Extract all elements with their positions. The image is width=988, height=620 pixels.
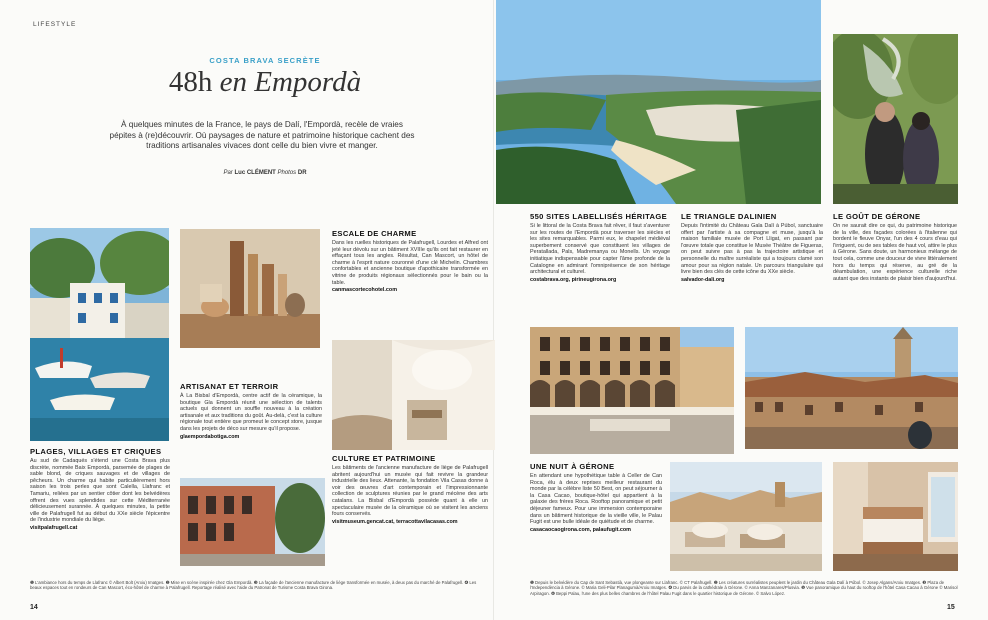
plages-url: visitpalafrugell.cat bbox=[30, 524, 78, 531]
plages-text: Au sud de Cadaqués s'étend une Costa Brava plus discrète, nommée Baix Empordà, parsemée de plages de sable blond, de criques sauvages et de villages de pêcheurs. Un charme qui habite particulièrement hors saison les trois perles que sont Calella, Llafranc et Tamariu, reliées par un sentier côtier dont les belvédères offrent des vues splendides sur cette Méditerranée délicieusement surannée. À quelques minutes, la petite ville de Palafrugell fut au début du XXe siècle l'épicentre de l'industrie mondiale du liège. bbox=[30, 458, 170, 524]
nuit-url: casacaocaogirona.com, palaufugit.com bbox=[530, 526, 631, 533]
photo-placa-independencia bbox=[530, 327, 734, 454]
gout-heading: LE GOÛT DE GÉRONE bbox=[833, 212, 921, 221]
triangle-heading: LE TRIANGLE DALINIEN bbox=[681, 212, 777, 221]
triangle-text: Depuis l'intimité du Château Gala Dalí à Púbol, sanctuaire offert par l'artiste à sa compagne et muse, jusqu'à la maison familiale musée de Port Lligat, en passant par l'œuvre totale que constitue le Musée Théâtre de Figueras, on peut suivre pas à pas la trajectoire artistique et personnelle du maître surréaliste qui a toujours clamé son amour pour sa région natale. Un parcours triangulaire qui livre bien des clés de cette icône du XXe siècle. bbox=[681, 223, 823, 276]
captions-right: ❶ Depuis le belvédère du Cap de Sant Sebastià, vue plongeante sur Llafranc. © CT Palafrugell. ❷ Les créatures surréalistes peuplent le jardin du Château Gala Dalí à Púbol. © Josep Algans/Arxiu Imatges. ❸ Plaza de l'Independència à Gérone. © Maria Geli-Pilar Planagumà/Arxiu Imatges. ❹ Du parvis de la cathédrale à Gérone. © Anna Manzanares/Plusvia. ❺ Vue panoramique du haut du rooftop de l'hôtel Casa Cacao à Gérone © Marisol Arpiragon. ❻ Beppi Palau, l'une des plus belles chambres de l'hôtel Palau Fugit dans le quartier historique de Gérone. © Salvo López. bbox=[530, 580, 958, 596]
page-number-left: 14 bbox=[30, 604, 38, 611]
section-escale bbox=[332, 229, 488, 293]
byline-author: Luc CLÉMENT bbox=[234, 170, 276, 176]
byline-photos: Photos bbox=[277, 170, 297, 176]
section-artisanat bbox=[180, 382, 322, 440]
photo-casa-cacao-rooftop bbox=[670, 462, 822, 571]
captions-left: ❶ L'ambiance hors du temps de Llafranc © Albert Bolt (Arxiu) Imatges. ❷ Mise en scène inspirée chez Gla Empordà. ❸ La façade de l'ancienne manufacture de liège transformée en musée, à deux pas du marché de Palafrugell. ❹ Les beaux espaces tout en rondeurs de Can Mascort, éco-hôtel de charme à Palafrugell. Reportage réalisé avec l'aide du Patronat de Turisme Costa Brava Girona. bbox=[30, 580, 477, 591]
section-gout bbox=[833, 212, 957, 282]
culture-url: visitmuseum.gencat.cat, terracottavilacasas.com bbox=[332, 518, 458, 525]
photo-palau-fugit-room bbox=[833, 462, 958, 571]
byline bbox=[120, 170, 410, 176]
artisanat-text: À La Bisbal d'Empordà, centre actif de la céramique, la boutique Gla Empordà réunit une sélection de talents actuels qui donnent un souffle nouveau à la création artisanale et aux traditions du goût. Au-delà, c'est la culture régionale tout entière que promeut le concept store, jusque dans les projets de déco sur mesure qu'il propose. bbox=[180, 393, 322, 432]
triangle-url: salvador-dali.org bbox=[681, 276, 725, 283]
nuit-heading: UNE NUIT À GÉRONE bbox=[530, 462, 615, 471]
sites-url: costabrava.org, pirineugirona.org bbox=[530, 276, 617, 283]
title-number: 48h bbox=[168, 66, 213, 98]
sites-heading: 550 SITES LABELLISÉS HÉRITAGE bbox=[530, 212, 668, 221]
artisanat-heading: ARTISANAT ET TERROIR bbox=[180, 382, 279, 391]
section-triangle bbox=[681, 212, 823, 283]
escale-heading: ESCALE DE CHARME bbox=[332, 229, 417, 238]
escale-text: Dans les ruelles historiques de Palafrugell, Lourdes et Alfred ont jeté leur dévolu sur un bâtiment XVIIIe qu'ils ont fait restaurer en effaçant tous les angles. Résultat, Can Mascort, un hôtel de charme à l'esprit nature couronné d'une clé Michelin. Chambres confortables et ancienne boutique d'apothicaire transformée en vitrine de produits régionaux sélectionnés pour le bain ou la table. bbox=[332, 240, 488, 286]
culture-heading: CULTURE ET PATRIMOINE bbox=[332, 454, 436, 463]
photo-girona-cathedral bbox=[745, 327, 958, 449]
nuit-text: En attendant une hypothétique table à Celler de Can Roca, élu à deux reprises meilleur restaurant du monde par la célèbre liste 50 Best, on peut séjourner à la Casa Cacao, boutique-hôtel qui appartient à la galaxie des frères Roca. Rooftop panoramique et petit déjeuner fameux. Pour une immersion contemporaine dans un bâtiment historique de la vieille ville, le Palau Fugit est une bulle idéale de quiétude et de charme. bbox=[530, 473, 662, 526]
lead-paragraph: À quelques minutes de la France, le pays de Dalí, l'Empordà, recèle de vraies pépites à (re)découvrir. Où paysages de nature et patrimoine historique cachent des traditions artisanales vivaces dont celle du bien vivre et manger. bbox=[109, 120, 415, 151]
kicker: COSTA BRAVA SECRÈTE bbox=[209, 56, 321, 65]
photo-llafranc-harbour bbox=[30, 228, 169, 441]
photo-can-mascort-interior bbox=[332, 340, 495, 450]
photo-gla-emporda-ceramics bbox=[180, 229, 320, 348]
escale-url: canmascortecohotel.com bbox=[332, 287, 398, 294]
byline-par: Par bbox=[223, 170, 233, 176]
section-plages bbox=[30, 447, 170, 531]
section-sites bbox=[530, 212, 670, 283]
page-number-right: 15 bbox=[947, 604, 955, 611]
section-label: LIFESTYLE bbox=[33, 21, 77, 28]
section-culture bbox=[332, 454, 488, 525]
culture-text: Les bâtiments de l'ancienne manufacture de liège de Palafrugell abritent aujourd'hui un musée qui fait revivre la grandeur industrielle des lieux. Attenante, la fondation Vila Casas donne à voir des œuvres d'art contemporain et l'impressionnante collection de sculptures réunies par le grand mécène des arts catalans. La Bisbal d'Empordà possède quant à elle un spectaculaire musée de la céramique où se visitent les anciens fours conservés. bbox=[332, 465, 488, 518]
page-title bbox=[150, 66, 380, 99]
photo-dali-garden bbox=[833, 34, 958, 204]
plages-heading: PLAGES, VILLAGES ET CRIQUES bbox=[30, 447, 162, 456]
page-gutter bbox=[493, 0, 494, 620]
artisanat-url: glaempordabotiga.com bbox=[180, 433, 240, 440]
section-nuit bbox=[530, 462, 662, 533]
photo-cork-factory bbox=[180, 478, 325, 566]
gout-text: On ne saurait dire ce qui, du patrimoine historique de la ville, des façades colorées à l'italienne qui bordent le fleuve Onyar, l'un des 4 cours d'eau qui l'irriguent, ou de ses tables de haut vol, attire le plus à Gérone. Sans doute, un harmonieux mélange de tout cela, comme une douceur de vivre littéralement hors du temps qui réserve, au gré de la déambulation, une expérience culturelle riche autant que des instants de plaisir bien d'aujourd'hui. bbox=[833, 223, 957, 282]
photo-llafranc-panorama bbox=[496, 0, 821, 204]
title-rest: en Empordà bbox=[212, 66, 362, 98]
sites-text: Si le littoral de la Costa Brava fait rêver, il faut s'aventurer sur les routes de l'Empordà pour traverser les siècles et les sites remarquables. Parmi eux, le chapelet médiéval superbement conservé que constituent les villages de Peratallada, Pals, Madremanya ou Monells. Un voyage initiatique indispensable pour capter l'âme profonde de la Catalogne en admirant l'omniprésence de son héritage architectural et culturel. bbox=[530, 223, 670, 276]
byline-credit: DR bbox=[297, 170, 307, 176]
